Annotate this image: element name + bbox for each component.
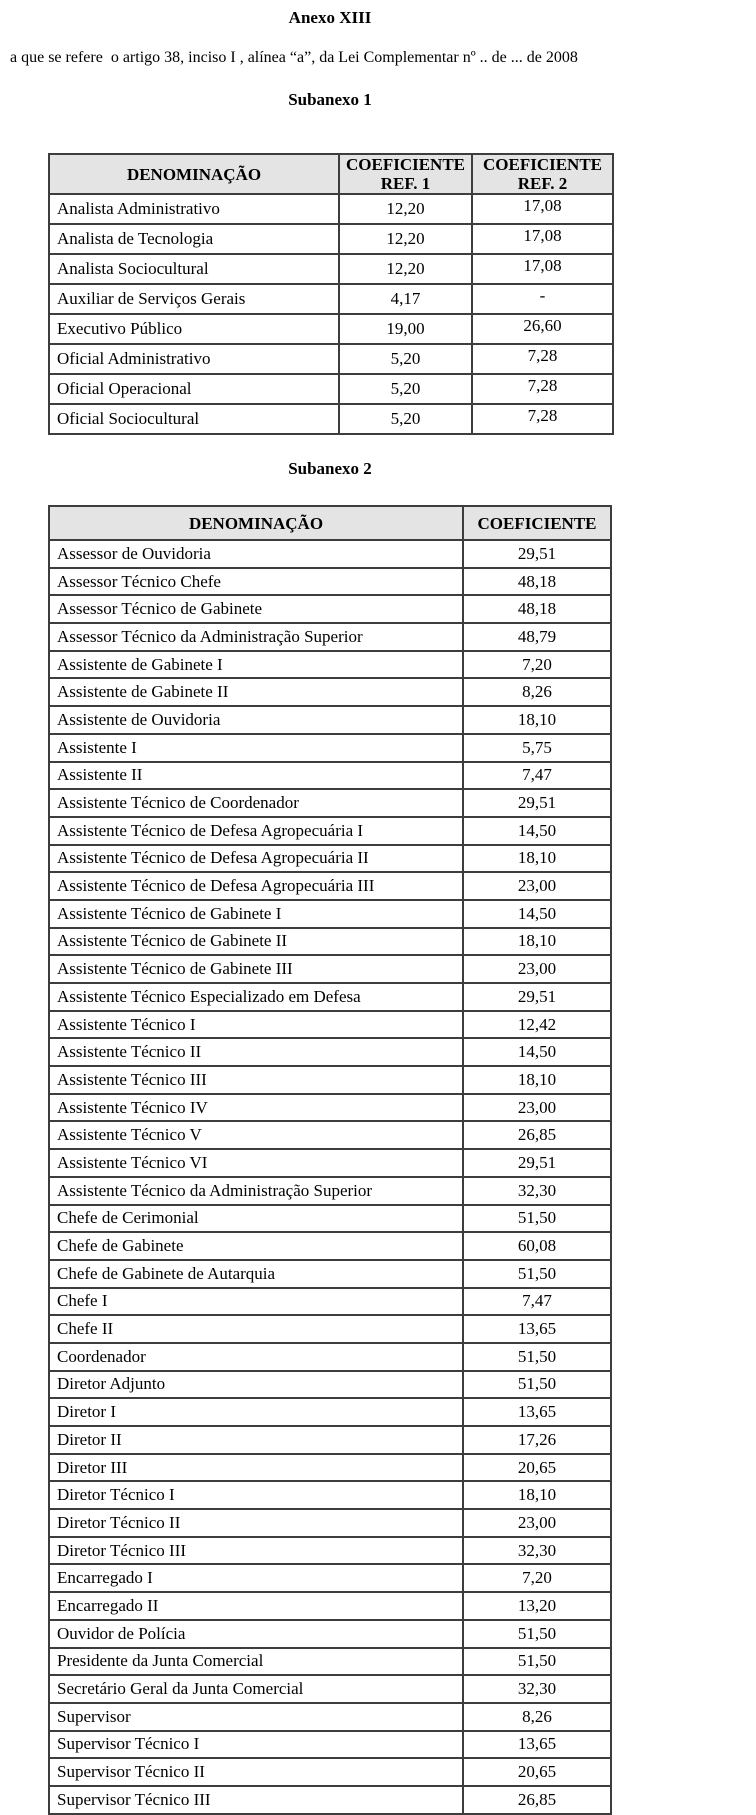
coeficiente-ref2-cell: 26,60 (472, 314, 613, 344)
coeficiente-cell: 23,00 (463, 872, 611, 900)
table-row (49, 595, 611, 623)
denominacao-cell: Assistente Técnico VI (49, 1149, 463, 1177)
denominacao-cell: Assistente Técnico de Gabinete III (49, 955, 463, 983)
coeficiente-cell: 14,50 (463, 1038, 611, 1066)
denominacao-cell: Supervisor Técnico I (49, 1731, 463, 1759)
coeficiente-cell: 51,50 (463, 1260, 611, 1288)
denominacao-cell: Assistente Técnico I (49, 1011, 463, 1039)
subanexo2-heading: Subanexo 2 (288, 459, 372, 478)
coeficiente-ref1-cell: 4,17 (339, 284, 472, 314)
coeficiente-ref1-cell: 12,20 (339, 194, 472, 224)
column-header-coeficiente-ref2 (472, 154, 613, 194)
denominacao-cell: Assistente Técnico de Coordenador (49, 789, 463, 817)
denominacao-cell: Diretor III (49, 1454, 463, 1482)
denominacao-cell: Assistente Técnico III (49, 1066, 463, 1094)
denominacao-cell: Ouvidor de Polícia (49, 1620, 463, 1648)
header-row (49, 154, 613, 194)
coeficiente-cell: 29,51 (463, 540, 611, 568)
table-row (49, 1454, 611, 1482)
table-row (49, 374, 613, 404)
table-row (49, 224, 613, 254)
coeficiente-cell: 7,20 (463, 1564, 611, 1592)
denominacao-cell: Assistente Técnico II (49, 1038, 463, 1066)
coeficiente-cell: 8,26 (463, 678, 611, 706)
subanexo1-table (48, 153, 614, 435)
table-row (49, 1481, 611, 1509)
table-row (49, 1675, 611, 1703)
table-row (49, 1094, 611, 1122)
subanexo1-body (49, 194, 613, 434)
table-row (49, 540, 611, 568)
coeficiente-cell: 18,10 (463, 1066, 611, 1094)
coeficiente-cell: 14,50 (463, 900, 611, 928)
coeficiente-cell: 51,50 (463, 1371, 611, 1399)
header-line: COEFICIENTE (482, 155, 603, 174)
coeficiente-ref2-cell: 17,08 (472, 224, 613, 254)
denominacao-cell: Assistente de Gabinete II (49, 678, 463, 706)
table-row (49, 404, 613, 434)
table-row (49, 284, 613, 314)
table-row (49, 734, 611, 762)
table-row (49, 314, 613, 344)
denominacao-cell: Assistente Técnico de Defesa Agropecuária III (49, 872, 463, 900)
denominacao-cell: Chefe I (49, 1288, 463, 1316)
coeficiente-ref1-cell: 12,20 (339, 254, 472, 284)
denominacao-cell: Assistente Técnico V (49, 1121, 463, 1149)
coeficiente-ref1-cell: 5,20 (339, 404, 472, 434)
table-row (49, 955, 611, 983)
subanexo1-heading: Subanexo 1 (288, 90, 372, 109)
subanexo2-table (48, 505, 612, 1815)
coeficiente-ref2-cell: 7,28 (472, 404, 613, 434)
denominacao-cell: Assessor Técnico Chefe (49, 568, 463, 596)
coeficiente-ref1-cell: 5,20 (339, 344, 472, 374)
coeficiente-cell: 13,65 (463, 1398, 611, 1426)
table-row (49, 1509, 611, 1537)
coeficiente-cell: 51,50 (463, 1648, 611, 1676)
table-row (49, 983, 611, 1011)
header-line: REF. 1 (380, 174, 431, 193)
table-row (49, 872, 611, 900)
table-row (49, 1011, 611, 1039)
coeficiente-cell: 26,85 (463, 1786, 611, 1814)
header-row (49, 506, 611, 540)
denominacao-cell: Assistente Técnico de Defesa Agropecuária II (49, 845, 463, 873)
coeficiente-cell: 48,18 (463, 595, 611, 623)
coeficiente-cell: 7,47 (463, 1288, 611, 1316)
column-header-denominacao: DENOMINAÇÃO (49, 154, 339, 194)
denominacao-cell: Assistente de Gabinete I (49, 651, 463, 679)
denominacao-cell: Assistente Técnico Especializado em Defesa (49, 983, 463, 1011)
table-row (49, 1343, 611, 1371)
coeficiente-cell: 20,65 (463, 1454, 611, 1482)
denominacao-cell: Encarregado I (49, 1564, 463, 1592)
coeficiente-ref2-cell: 17,08 (472, 254, 613, 284)
denominacao-cell: Assessor de Ouvidoria (49, 540, 463, 568)
table-row (49, 623, 611, 651)
denominacao-cell: Assistente I (49, 734, 463, 762)
coeficiente-cell: 51,50 (463, 1205, 611, 1233)
table-row (49, 1426, 611, 1454)
table-row (49, 1121, 611, 1149)
table-row (49, 1398, 611, 1426)
table-row (49, 1758, 611, 1786)
table-row (49, 1648, 611, 1676)
coeficiente-ref1-cell: 12,20 (339, 224, 472, 254)
table-row (49, 568, 611, 596)
coeficiente-cell: 26,85 (463, 1121, 611, 1149)
coeficiente-cell: 23,00 (463, 1094, 611, 1122)
coeficiente-ref1-cell: 19,00 (339, 314, 472, 344)
table-row (49, 1564, 611, 1592)
table-row (49, 344, 613, 374)
table-row (49, 1260, 611, 1288)
coeficiente-ref2-cell: 7,28 (472, 374, 613, 404)
coeficiente-cell: 32,30 (463, 1537, 611, 1565)
denominacao-cell: Chefe de Cerimonial (49, 1205, 463, 1233)
denominacao-cell: Analista Sociocultural (49, 254, 339, 284)
table-row (49, 1592, 611, 1620)
coeficiente-ref2-cell: - (472, 284, 613, 314)
denominacao-cell: Supervisor Técnico II (49, 1758, 463, 1786)
denominacao-cell: Presidente da Junta Comercial (49, 1648, 463, 1676)
coeficiente-cell: 18,10 (463, 1481, 611, 1509)
denominacao-cell: Auxiliar de Serviços Gerais (49, 284, 339, 314)
coeficiente-ref2-cell: 7,28 (472, 344, 613, 374)
coeficiente-cell: 13,20 (463, 1592, 611, 1620)
table-row (49, 1149, 611, 1177)
coeficiente-cell: 60,08 (463, 1232, 611, 1260)
coeficiente-cell: 8,26 (463, 1703, 611, 1731)
coeficiente-cell: 20,65 (463, 1758, 611, 1786)
denominacao-cell: Encarregado II (49, 1592, 463, 1620)
denominacao-cell: Supervisor Técnico III (49, 1786, 463, 1814)
denominacao-cell: Oficial Administrativo (49, 344, 339, 374)
denominacao-cell: Assistente Técnico de Gabinete I (49, 900, 463, 928)
coeficiente-cell: 18,10 (463, 845, 611, 873)
table-row (49, 900, 611, 928)
coeficiente-cell: 18,10 (463, 706, 611, 734)
subanexo2-header (49, 506, 611, 540)
denominacao-cell: Chefe de Gabinete (49, 1232, 463, 1260)
coeficiente-cell: 7,47 (463, 762, 611, 790)
subanexo1-header (49, 154, 613, 194)
denominacao-cell: Diretor Técnico II (49, 1509, 463, 1537)
table-row (49, 1703, 611, 1731)
coeficiente-cell: 48,18 (463, 568, 611, 596)
table-row (49, 1371, 611, 1399)
table-row (49, 762, 611, 790)
header-line: REF. 2 (517, 174, 568, 193)
denominacao-cell: Analista de Tecnologia (49, 224, 339, 254)
coeficiente-cell: 51,50 (463, 1343, 611, 1371)
denominacao-cell: Assistente Técnico de Defesa Agropecuária I (49, 817, 463, 845)
coeficiente-cell: 23,00 (463, 955, 611, 983)
coeficiente-cell: 32,30 (463, 1675, 611, 1703)
denominacao-cell: Chefe II (49, 1315, 463, 1343)
denominacao-cell: Supervisor (49, 1703, 463, 1731)
denominacao-cell: Assistente Técnico da Administração Superior (49, 1177, 463, 1205)
table-row (49, 1066, 611, 1094)
coeficiente-cell: 23,00 (463, 1509, 611, 1537)
column-header-coeficiente: COEFICIENTE (463, 506, 611, 540)
coeficiente-cell: 29,51 (463, 1149, 611, 1177)
coeficiente-cell: 7,20 (463, 651, 611, 679)
table-row (49, 1620, 611, 1648)
table-row (49, 678, 611, 706)
table-row (49, 789, 611, 817)
table-row (49, 1315, 611, 1343)
header-line: COEFICIENTE (345, 155, 466, 174)
denominacao-cell: Assessor Técnico da Administração Superior (49, 623, 463, 651)
table-row (49, 651, 611, 679)
table-row (49, 706, 611, 734)
denominacao-cell: Diretor Técnico I (49, 1481, 463, 1509)
table-row (49, 254, 613, 284)
coeficiente-cell: 5,75 (463, 734, 611, 762)
table-row (49, 928, 611, 956)
denominacao-cell: Diretor II (49, 1426, 463, 1454)
coeficiente-cell: 51,50 (463, 1620, 611, 1648)
coeficiente-cell: 29,51 (463, 789, 611, 817)
coeficiente-cell: 48,79 (463, 623, 611, 651)
coeficiente-cell: 13,65 (463, 1315, 611, 1343)
denominacao-cell: Diretor I (49, 1398, 463, 1426)
coeficiente-cell: 13,65 (463, 1731, 611, 1759)
denominacao-cell: Executivo Público (49, 314, 339, 344)
coeficiente-cell: 18,10 (463, 928, 611, 956)
denominacao-cell: Secretário Geral da Junta Comercial (49, 1675, 463, 1703)
table-row (49, 1537, 611, 1565)
table-row (49, 1288, 611, 1316)
coeficiente-cell: 32,30 (463, 1177, 611, 1205)
denominacao-cell: Chefe de Gabinete de Autarquia (49, 1260, 463, 1288)
denominacao-cell: Assistente de Ouvidoria (49, 706, 463, 734)
table-row (49, 1038, 611, 1066)
denominacao-cell: Oficial Sociocultural (49, 404, 339, 434)
denominacao-cell: Coordenador (49, 1343, 463, 1371)
denominacao-cell: Diretor Adjunto (49, 1371, 463, 1399)
table-row (49, 817, 611, 845)
column-header-coeficiente-ref1 (339, 154, 472, 194)
table-row (49, 1731, 611, 1759)
coeficiente-cell: 12,42 (463, 1011, 611, 1039)
coeficiente-cell: 29,51 (463, 983, 611, 1011)
denominacao-cell: Assistente II (49, 762, 463, 790)
denominacao-cell: Oficial Operacional (49, 374, 339, 404)
denominacao-cell: Diretor Técnico III (49, 1537, 463, 1565)
table-row (49, 1205, 611, 1233)
coeficiente-ref2-cell: 17,08 (472, 194, 613, 224)
denominacao-cell: Analista Administrativo (49, 194, 339, 224)
coeficiente-cell: 14,50 (463, 817, 611, 845)
table-row (49, 1232, 611, 1260)
coeficiente-ref1-cell: 5,20 (339, 374, 472, 404)
denominacao-cell: Assistente Técnico IV (49, 1094, 463, 1122)
coeficiente-cell: 17,26 (463, 1426, 611, 1454)
subanexo2-body (49, 540, 611, 1814)
table-row (49, 1786, 611, 1814)
table-row (49, 194, 613, 224)
table-row (49, 845, 611, 873)
column-header-denominacao: DENOMINAÇÃO (49, 506, 463, 540)
page-title: Anexo XIII (288, 8, 372, 27)
denominacao-cell: Assistente Técnico de Gabinete II (49, 928, 463, 956)
reference-line: a que se refere o artigo 38, inciso I , alínea “a”, da Lei Complementar nº .. de ... de 2008 (10, 49, 578, 66)
table-row (49, 1177, 611, 1205)
denominacao-cell: Assessor Técnico de Gabinete (49, 595, 463, 623)
